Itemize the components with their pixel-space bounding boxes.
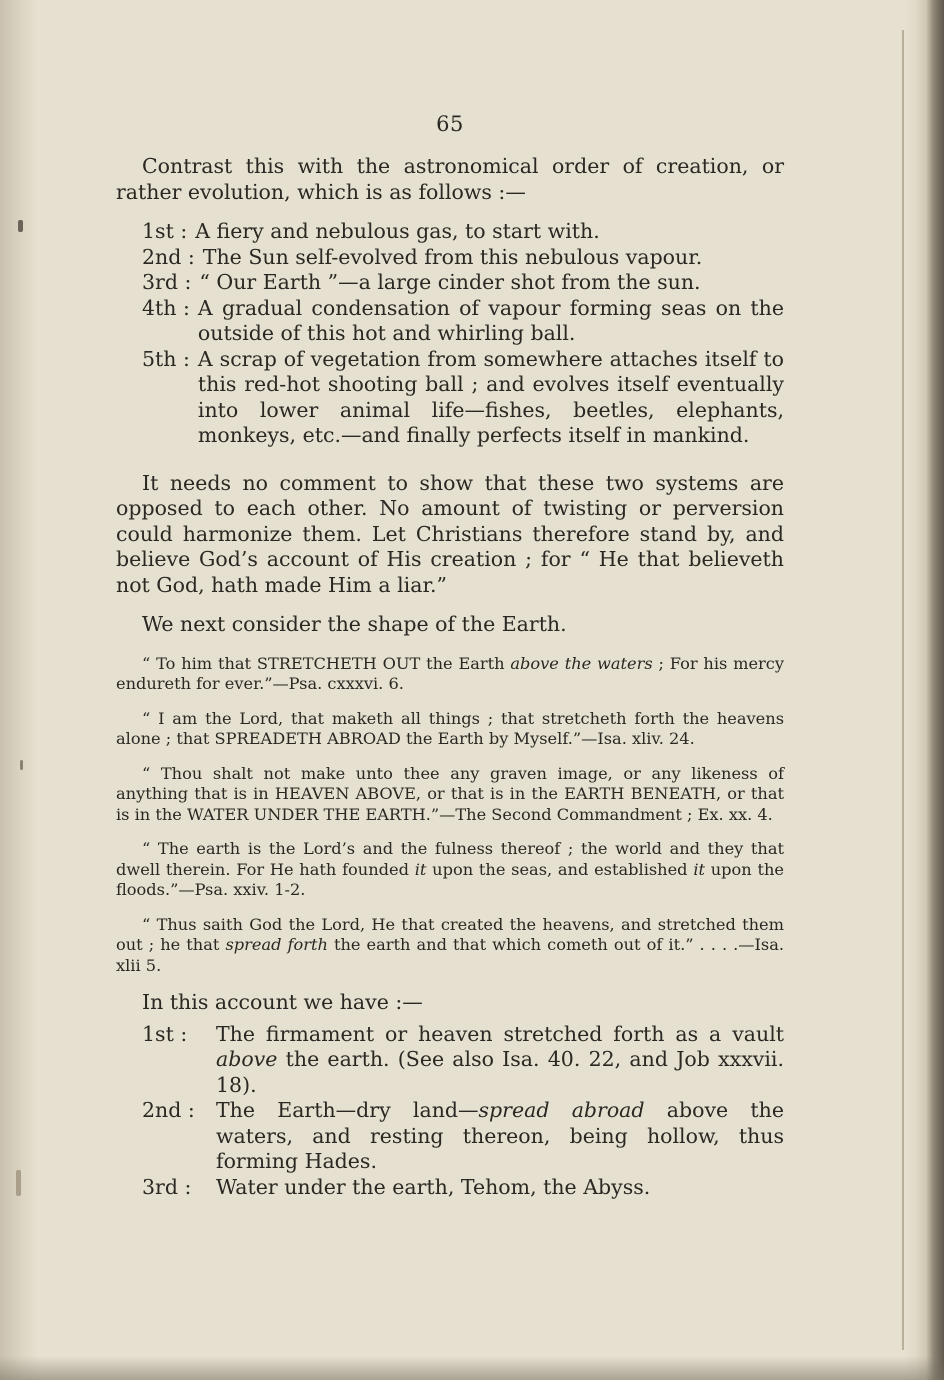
page-content [116, 112, 784, 1200]
paper-mark [20, 760, 23, 770]
list-item-number: 3rd : [142, 1174, 192, 1199]
list-item-text: “ Our Earth ”—a large cinder shot from the sun. [199, 270, 701, 294]
list-item [116, 270, 784, 296]
scripture-quote: “ To him that STRETCHETH OUT the Earth above the waters ; For his mercy endureth for ever.”—Psa. cxxxvi. 6. [116, 653, 785, 693]
list-item-text: The Sun self-evolved from this nebulous vapour. [202, 244, 703, 269]
list-item-text: The Earth—dry land—spread abroad above the waters, and resting thereon, being hollow, thus forming Hades. [216, 1098, 784, 1173]
list-item-text: The firmament or heaven stretched forth as a vault above the earth. (See also Isa. 40. 22, and Job xxxvii. 18). [216, 1021, 784, 1097]
page-edge-line [902, 30, 904, 1350]
list-item-number: 1st : [142, 219, 188, 243]
list-item-number: 2nd : [142, 1098, 195, 1122]
intro-paragraph: Contrast this with the astronomical order of creation, or rather evolution, which is as follows :— [116, 154, 784, 204]
list-item [116, 1022, 784, 1099]
list-item-text: A gradual condensation of vapour forming seas on the outside of this hot and whirling ball. [197, 295, 784, 345]
list-item [116, 219, 784, 245]
list-item-text: A scrap of vegetation from somewhere attaches itself to this red-hot shooting ball ; and evolves itself eventually into lower animal life—fishes, beetles, elephants, monkeys, etc.—and finally perfects itself in mankind. [197, 346, 784, 447]
list-item-number: 1st : [142, 1021, 188, 1046]
account-intro: In this account we have :— [142, 990, 423, 1014]
list-item [116, 245, 784, 271]
list-item-number: 2nd : [142, 244, 195, 269]
page-bottom-shadow [0, 1356, 944, 1380]
paper-mark [16, 1170, 21, 1196]
account-list [116, 1022, 784, 1201]
scripture-quote: “ The earth is the Lord’s and the fulness thereof ; the world and they that dwell therein. For He hath founded it upon the seas, and established it upon the floods.”—Psa. xxiv. 1-2. [116, 839, 784, 899]
list-item-text: A fiery and nebulous gas, to start with. [195, 219, 600, 243]
scripture-quote: “ Thou shalt not make unto thee any graven image, or any likeness of anything that is in HEAVEN ABOVE, or that is in the EARTH BENEATH, or that is in the WATER UNDER THE EARTH.”—The Second Commandment ; Ex. xx. 4. [116, 763, 784, 824]
evolution-list [116, 219, 784, 449]
list-item-text: Water under the earth, Tehom, the Abyss. [216, 1174, 651, 1199]
list-item [116, 296, 784, 347]
list-item-number: 4th : [142, 295, 190, 320]
page-edge [904, 0, 944, 1380]
shape-heading: We next consider the shape of the Earth. [142, 612, 567, 636]
page-number: 65 [436, 112, 464, 136]
comment-paragraph: It needs no comment to show that these two systems are opposed to each other. No amount of twisting or perversion could harmonize them. Let Christians therefore stand by, and believe God’s account of His creation ; for “ He that believeth not God, hath made Him a liar.” [116, 470, 784, 597]
list-item [116, 1175, 784, 1201]
list-item-number: 3rd : [142, 270, 192, 294]
paper-mark [18, 220, 23, 232]
scripture-quote: “ Thus saith God the Lord, He that created the heavens, and stretched them out ; he that spread forth the earth and that which cometh out of it.” . . . .—Isa. xlii 5. [116, 914, 784, 975]
scripture-quotes [116, 654, 784, 977]
list-item-number: 5th : [142, 346, 190, 371]
list-item [116, 347, 784, 449]
scripture-quote: “ I am the Lord, that maketh all things ; that stretcheth forth the heavens alone ; that SPREADETH ABROAD the Earth by Myself.”—Isa. xliv. 24. [116, 708, 784, 748]
list-item [116, 1098, 784, 1175]
